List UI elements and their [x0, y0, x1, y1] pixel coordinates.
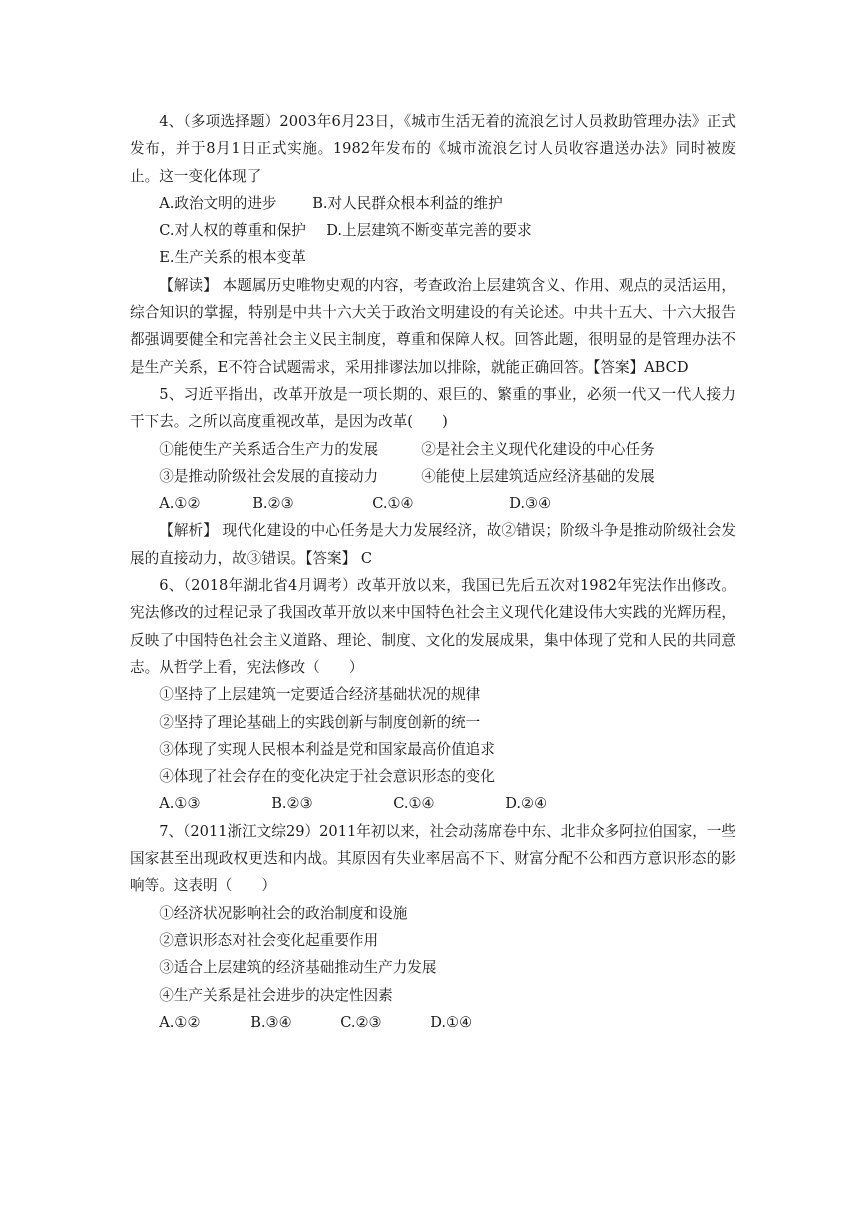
question-5-items-row-2: [130, 463, 736, 490]
question-5-option-c: C.①④: [372, 495, 414, 513]
question-5-options: [130, 490, 736, 517]
question-6-options: [130, 790, 736, 817]
question-4-options-row-3: [130, 244, 736, 271]
question-5-item-2: ②是社会主义现代化建设的中心任务: [421, 440, 655, 458]
question-6-option-a: A.①③: [159, 795, 201, 813]
question-7-stem: 7、（2011浙江文综29）2011年初以来，社会动荡席卷中东、北非众多阿拉伯国家，一些国家甚至出现政权更迭和内战。其原因有失业率居高不下、财富分配不公和西方意识形态的影响等。这表明（ ）: [130, 822, 736, 895]
question-4-analysis: 【解读】 本题属历史唯物史观的内容，考查政治上层建筑含义、作用、观点的灵活运用，综合知识的掌握，特别是中共十六大关于政治文明建设的有关论述。中共十五大、十六大报告都强调要健全和完善社会主义民主制度，尊重和保障人权。回答此题，很明显的是管理办法不是生产关系，E不符合试题需求，采用排谬法加以排除，就能正确回答。【答案】ABCD: [130, 276, 736, 376]
question-7-item-4: ④生产关系是社会进步的决定性因素: [159, 986, 393, 1004]
question-4-option-c: C.对人权的尊重和保护: [159, 222, 306, 240]
question-7-option-a: A.①②: [159, 1013, 201, 1031]
question-6-option-b: B.②③: [271, 795, 313, 813]
question-5-option-b: B.②③: [252, 495, 294, 513]
question-4-stem: 4、（多项选择题）2003年6月23日，《城市生活无着的流浪乞讨人员救助管理办法》正式发布，并于8月1日正式实施。1982年发布的《城市流浪乞讨人员收容遣送办法》同时被废止。这一变化体现了: [130, 113, 736, 185]
question-5-option-a: A.①②: [159, 495, 201, 513]
question-4-option-b: B.对人民群众根本利益的维护: [312, 194, 503, 212]
question-6-stem: 6、（2018年湖北省4月调考）改革开放以来，我国已先后五次对1982年宪法作出修改。宪法修改的过程记录了我国改革开放以来中国特色社会主义现代化建设伟大实践的光辉历程，反映了中国特色社会主义道路、理论、制度、文化的发展成果，集中体现了党和人民的共同意志。从哲学上看，宪法修改（ ）: [130, 577, 736, 676]
question-5-items-row-1: [130, 436, 736, 463]
question-6-option-d: D.②④: [505, 795, 548, 813]
question-5-item-4: ④能使上层建筑适应经济基础的发展: [421, 467, 655, 485]
question-6-item-1: ①坚持了上层建筑一定要适合经济基础状况的规律: [159, 686, 481, 704]
question-7-item-1: ①经济状况影响社会的政治制度和设施: [159, 904, 408, 922]
question-7-item-2: ②意识形态对社会变化起重要作用: [159, 931, 379, 949]
question-5-analysis: 【解析】 现代化建设的中心任务是大力发展经济，故②错误；阶级斗争是推动阶级社会发展的直接动力，故③错误。【答案】 C: [130, 522, 736, 567]
question-6-item-3: ③体现了实现人民根本利益是党和国家最高价值追求: [159, 740, 495, 758]
question-5-option-d: D.③④: [509, 495, 552, 513]
question-6-item-2: ②坚持了理论基础上的实践创新与制度创新的统一: [159, 713, 481, 731]
question-4-options-row-2: [130, 217, 736, 244]
question-4-option-d: D.上层建筑不断变革完善的要求: [326, 222, 532, 240]
question-4-option-a: A.政治文明的进步: [159, 194, 277, 212]
question-7-option-d: D.①④: [430, 1013, 473, 1031]
question-7-item-3: ③适合上层建筑的经济基础推动生产力发展: [159, 959, 437, 977]
question-6-item-4: ④体现了社会存在的变化决定于社会意识形态的变化: [159, 768, 495, 786]
question-5-stem: 5、习近平指出，改革开放是一项长期的、艰巨的、繁重的事业，必须一代又一代人接力干下去。之所以高度重视改革，是因为改革( ): [130, 385, 736, 431]
question-7-option-b: B.③④: [250, 1013, 292, 1031]
question-5-item-1: ①能使生产关系适合生产力的发展: [159, 440, 379, 458]
question-4-option-e: E.生产关系的根本变革: [159, 249, 306, 267]
question-7-options: [130, 1009, 736, 1036]
question-7-option-c: C.②③: [340, 1013, 382, 1031]
document-body: [130, 108, 736, 1036]
question-4-options-row-1: [130, 190, 736, 217]
question-6-option-c: C.①④: [393, 795, 435, 813]
question-5-item-3: ③是推动阶级社会发展的直接动力: [159, 467, 379, 485]
